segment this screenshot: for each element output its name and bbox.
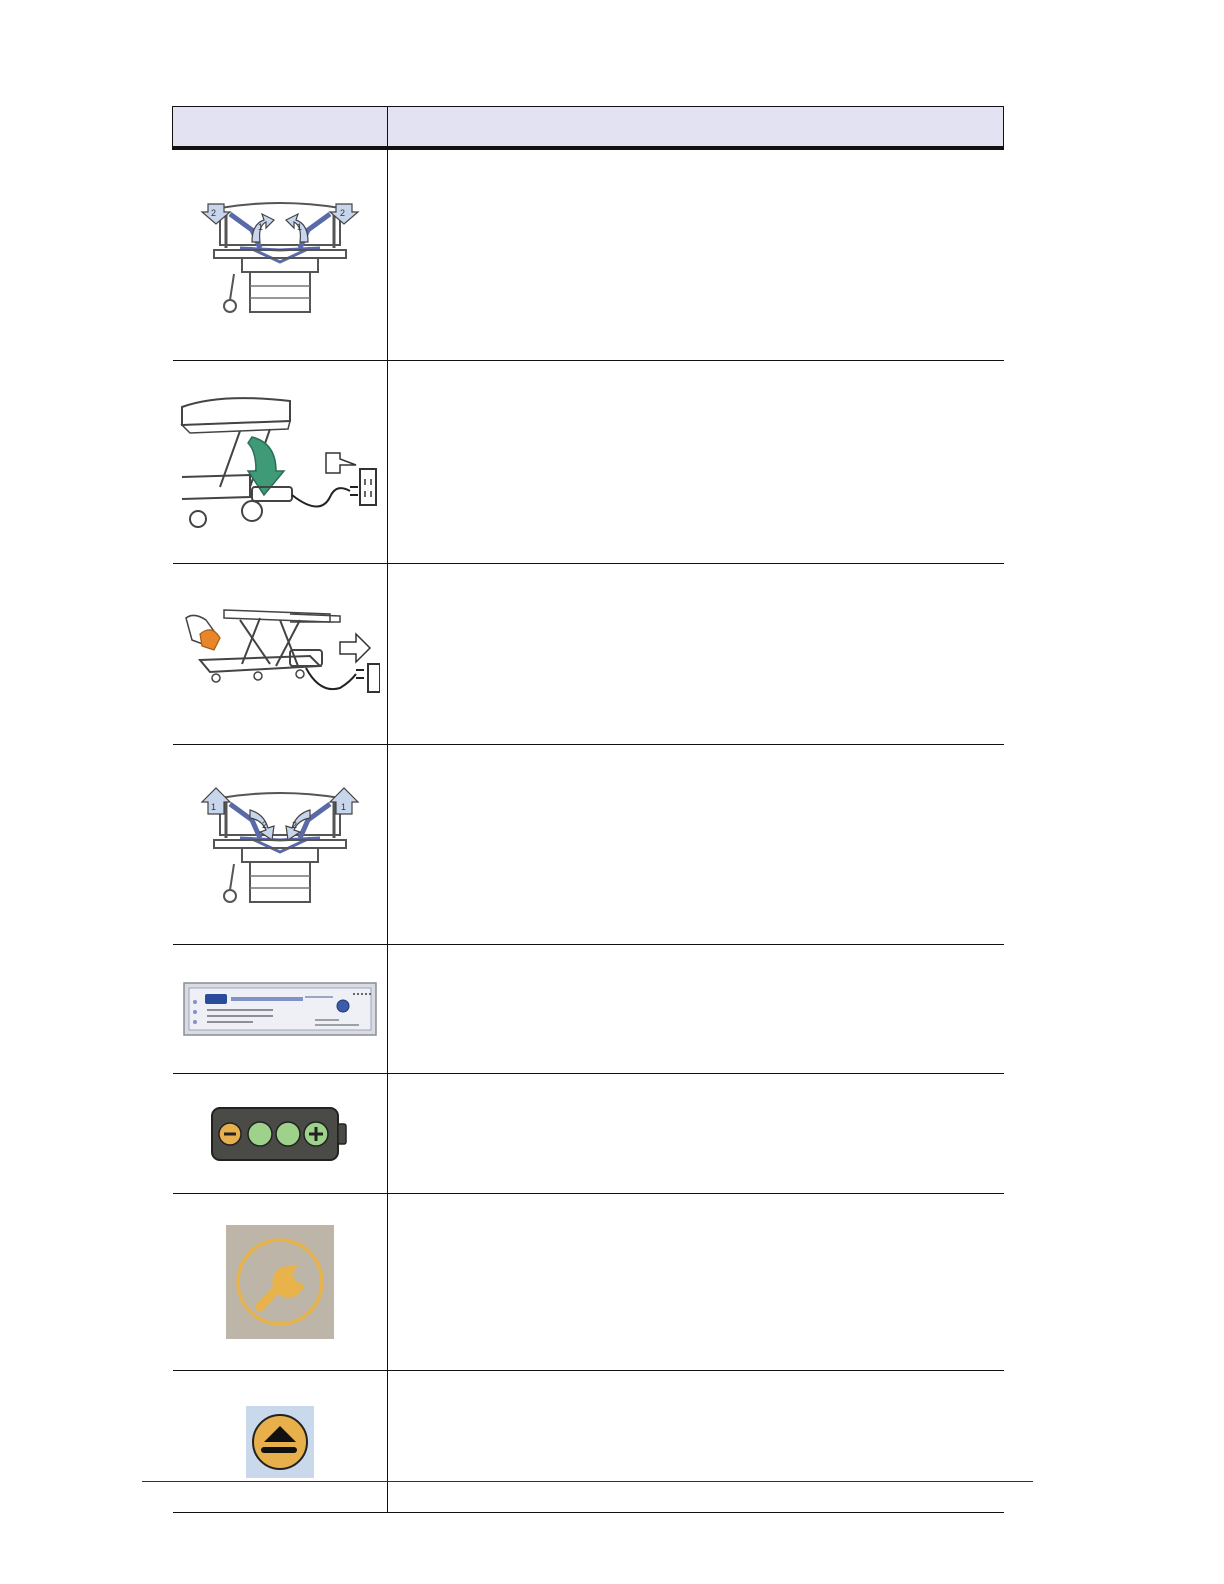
arrow-number: 1: [257, 222, 263, 232]
eject-icon: [246, 1406, 314, 1478]
table-row: [173, 148, 1004, 361]
image-cell: [173, 1371, 388, 1513]
header-image-column: [173, 107, 388, 149]
arrow-number: 1: [210, 801, 216, 812]
table-row: [173, 1194, 1004, 1371]
arrow-number: 2: [261, 819, 267, 830]
wrench-service-icon: [226, 1225, 334, 1339]
image-cell: [173, 148, 388, 361]
footer-divider: [142, 1481, 1033, 1482]
image-cell: [173, 361, 388, 564]
bed-frame-arrows-down-icon: [200, 190, 360, 320]
description-cell: [388, 361, 1004, 564]
table-row: [173, 1371, 1004, 1513]
table-row: [173, 945, 1004, 1074]
table-row: [173, 564, 1004, 745]
arrow-number: 1: [340, 801, 346, 812]
image-cell: [173, 745, 388, 945]
arrow-number: 2: [210, 208, 216, 218]
image-cell: [173, 945, 388, 1074]
description-cell: [388, 564, 1004, 745]
table-header-row: [173, 107, 1004, 149]
arrow-number: 2: [291, 819, 297, 830]
description-cell: [388, 945, 1004, 1074]
device-label-panel-icon: [183, 982, 377, 1036]
header-description-column: [388, 107, 1004, 149]
arrow-number: 1: [296, 222, 302, 232]
description-cell: [388, 1371, 1004, 1513]
image-cell: [173, 1074, 388, 1194]
arrow-number: 2: [339, 208, 345, 218]
description-cell: [388, 745, 1004, 945]
description-cell: [388, 1194, 1004, 1371]
image-cell: [173, 564, 388, 745]
bed-unplug-icon: [180, 594, 380, 714]
table-row: [173, 1074, 1004, 1194]
description-cell: [388, 1074, 1004, 1194]
table-row: [173, 745, 1004, 945]
bed-plug-in-icon: [180, 387, 380, 537]
image-cell: [173, 1194, 388, 1371]
bed-frame-arrows-up-icon: [200, 780, 360, 910]
table-row: [173, 361, 1004, 564]
instruction-table: [172, 106, 1004, 1513]
battery-indicator-icon: [210, 1106, 350, 1162]
description-cell: [388, 148, 1004, 361]
